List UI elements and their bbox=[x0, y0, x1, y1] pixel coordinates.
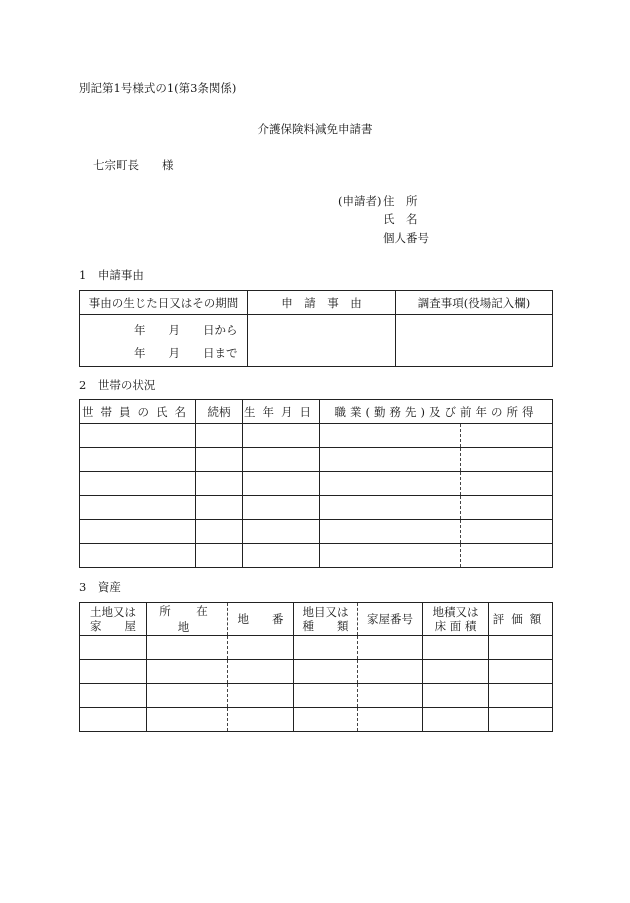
applicant-address-label: 住 所 bbox=[383, 194, 418, 208]
addressee: 七宗町長 様 bbox=[93, 158, 174, 172]
table-row[interactable] bbox=[80, 424, 553, 448]
reason-header: 申 請 事 由 bbox=[248, 291, 396, 315]
period-cell[interactable] bbox=[80, 315, 248, 367]
lot-number-header: 地 番 bbox=[228, 603, 294, 636]
member-name-header: 世帯員の氏名 bbox=[80, 400, 196, 424]
household-table bbox=[79, 399, 553, 568]
period-to: 年 月 日まで bbox=[134, 346, 238, 360]
table-row[interactable] bbox=[80, 520, 553, 544]
area-header: 地積又は 床 面 積 bbox=[423, 603, 489, 636]
table-row[interactable] bbox=[80, 544, 553, 568]
document-title: 介護保険料減免申請書 bbox=[257, 122, 373, 136]
survey-cell bbox=[396, 315, 553, 367]
assessed-value-header: 評価額 bbox=[489, 603, 553, 636]
table-row[interactable] bbox=[80, 684, 553, 708]
applicant-prefix: (申請者) bbox=[338, 194, 382, 208]
birthdate-header: 生年月日 bbox=[243, 400, 320, 424]
assets-table bbox=[79, 602, 553, 732]
table-row[interactable] bbox=[80, 636, 553, 660]
reason-cell[interactable] bbox=[248, 315, 396, 367]
section3-heading: 3 資産 bbox=[79, 580, 121, 594]
occupation-income-header: 職業(勤務先)及び前年の所得 bbox=[320, 400, 553, 424]
applicant-id-label: 個人番号 bbox=[383, 231, 429, 245]
relation-header: 続柄 bbox=[196, 400, 243, 424]
table-row[interactable] bbox=[80, 448, 553, 472]
house-number-header: 家屋番号 bbox=[358, 603, 423, 636]
applicant-name-label: 氏 名 bbox=[383, 212, 418, 226]
land-or-building-header: 土地又は 家 屋 bbox=[80, 603, 147, 636]
reason-table bbox=[79, 290, 553, 367]
table-row[interactable] bbox=[80, 708, 553, 732]
period-header: 事由の生じた日又はその期間 bbox=[80, 291, 248, 315]
location-header: 所 在 地 bbox=[147, 603, 228, 636]
form-reference: 別記第1号様式の1(第3条関係) bbox=[79, 81, 237, 95]
table-row[interactable] bbox=[80, 660, 553, 684]
period-from: 年 月 日から bbox=[134, 323, 238, 337]
survey-header: 調査事項(役場記入欄) bbox=[396, 291, 553, 315]
table-row[interactable] bbox=[80, 472, 553, 496]
section2-heading: 2 世帯の状況 bbox=[79, 378, 156, 392]
section1-heading: 1 申請事由 bbox=[79, 268, 144, 282]
land-category-header: 地目又は 種 類 bbox=[294, 603, 358, 636]
table-row[interactable] bbox=[80, 496, 553, 520]
